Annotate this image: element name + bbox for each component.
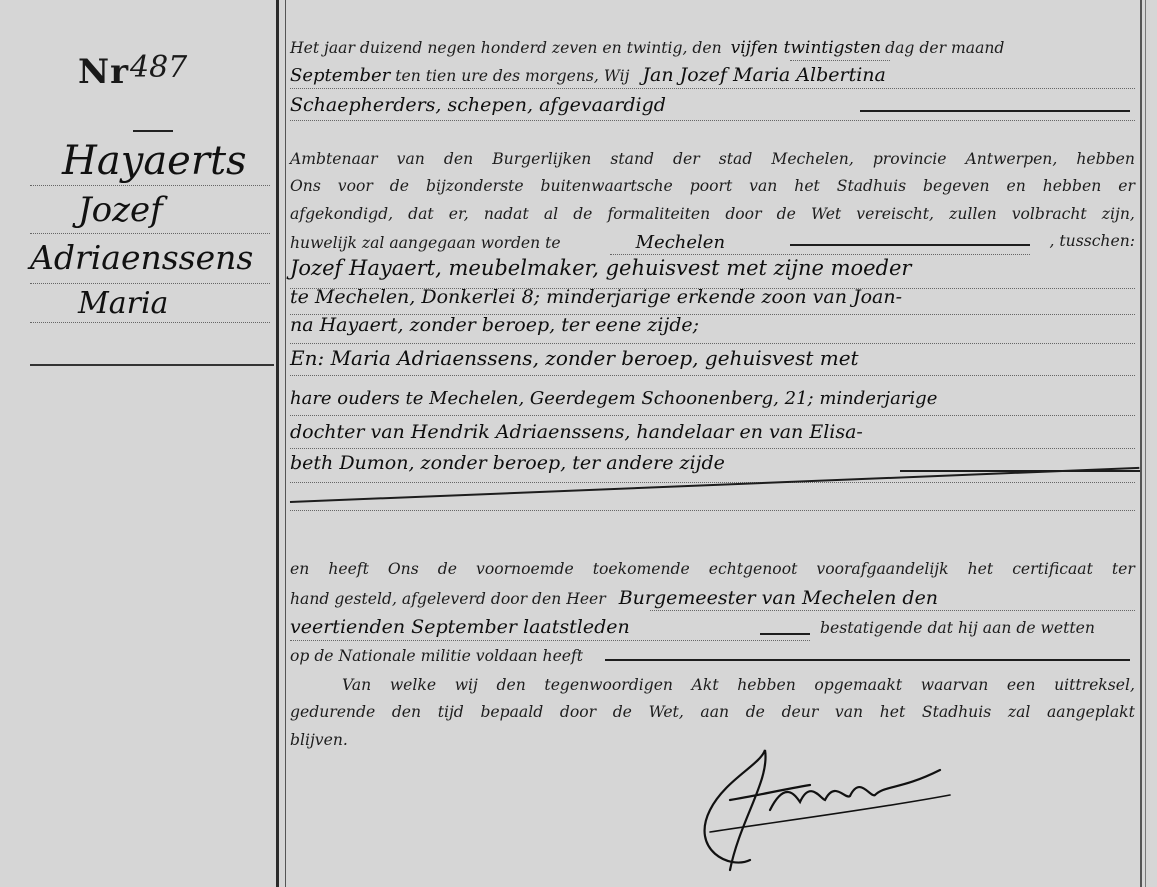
margin-separator (30, 364, 274, 366)
dotted-line (290, 510, 1135, 511)
fill-line (760, 633, 810, 635)
dotted-line (790, 60, 890, 61)
register-number: 487 (130, 50, 188, 85)
dotted-line (650, 610, 1135, 611)
handwritten-officer-title: Schaepherders, schepen, afgevaardigd (290, 94, 666, 116)
dotted-line (30, 283, 270, 284)
text-line-16: hand gesteld, afgeleverd door den Heer Burgemeester van Mechelen den (290, 587, 939, 609)
column-rule (276, 0, 279, 887)
text-line-7: huwelijk zal aangegaan worden te Mechelen , tusschen: (290, 232, 1135, 253)
handwritten-line-bride-2: hare ouders te Mechelen, Geerdegem Schoonenberg, 21; minderjarige (290, 388, 938, 409)
text-line-2: September ten tien ure des morgens, Wij Jan Jozef Maria Albertina (290, 64, 886, 86)
text-line-3 (290, 94, 666, 116)
dotted-line (30, 322, 270, 323)
margin-surname-bride: Adriaenssens (30, 238, 254, 277)
handwritten-line-groom-2: te Mechelen, Donkerlei 8; minderjarige erkende zoon van Joan- (290, 286, 903, 308)
handwritten-line-groom-1: Jozef Hayaert, meubelmaker, gehuisvest met zijne moeder (290, 256, 912, 280)
dotted-line (290, 120, 1135, 121)
text-line-17: veertienden September laatstleden bestatigende dat hij aan de wetten (290, 616, 1095, 638)
dotted-line (290, 482, 1135, 483)
officer-signature (670, 740, 960, 880)
handwritten-place: Mechelen (635, 232, 726, 253)
margin-surname-groom: Hayaerts (62, 138, 247, 184)
handwritten-officer-name: Jan Jozef Maria Albertina (642, 64, 886, 86)
text-line-6: afgekondigd, dat er, nadat al de formaliteiten door de Wet vereischt, zullen volbracht zijn, (290, 205, 1135, 223)
register-number-label: Nr (78, 52, 129, 92)
dotted-line (290, 375, 1135, 376)
handwritten-date-day: vijfen twintigsten (730, 38, 882, 58)
dotted-line (290, 448, 1135, 449)
dotted-line (290, 640, 810, 641)
handwritten-certificate-date: veertienden September laatstleden (290, 616, 630, 638)
dotted-line (610, 254, 1030, 255)
margin-firstname-bride: Maria (78, 286, 169, 321)
margin-column (0, 0, 276, 887)
handwritten-line-groom-3: na Hayaert, zonder beroep, ter eene zijde; (290, 314, 700, 336)
handwritten-line-bride-3: dochter van Hendrik Adriaenssens, handelaar en van Elisa- (290, 421, 863, 443)
right-border-rule-thin (1145, 0, 1146, 887)
text-line-21: blijven. (290, 731, 348, 749)
handwritten-line-bride-1: En: Maria Adriaenssens, zonder beroep, gehuisvest met (290, 346, 859, 370)
right-border-rule (1140, 0, 1142, 887)
text-line-20: gedurende den tijd bepaald door de Wet, aan de deur van het Stadhuis zal aangeplakt (290, 703, 1135, 721)
handwritten-line-bride-4: beth Dumon, zonder beroep, ter andere zijde (290, 452, 725, 474)
text-line-5: Ons voor de bijzonderste buitenwaartsche poort van het Stadhuis begeven en hebben er (290, 177, 1135, 195)
dotted-line (290, 88, 1135, 89)
fill-line (860, 110, 1130, 112)
text-line-4: Ambtenaar van den Burgerlijken stand der stad Mechelen, provincie Antwerpen, hebben (290, 150, 1135, 168)
dotted-line (30, 233, 270, 234)
column-rule-thin (285, 0, 286, 887)
text-line-18: op de Nationale militie voldaan heeft (290, 647, 584, 665)
dotted-line (290, 343, 1135, 344)
fill-line (790, 244, 1030, 246)
dash (133, 130, 173, 132)
margin-firstname-groom: Jozef (78, 190, 163, 230)
dotted-line (30, 185, 270, 186)
text-line-19: Van welke wij den tegenwoordigen Akt hebben opgemaakt waarvan een uittreksel, (342, 676, 1135, 694)
text-line-15: en heeft Ons de voornoemde toekomende echtgenoot voorafgaandelijk het certificaat ter (290, 560, 1135, 578)
dotted-line (290, 415, 1135, 416)
text-line-1: Het jaar duizend negen honderd zeven en twintig, den vijfen twintigsten dag der maand (290, 38, 1005, 58)
handwritten-month: September (290, 65, 391, 86)
fill-line (605, 659, 1130, 661)
handwritten-issuer: Burgemeester van Mechelen den (618, 587, 939, 609)
